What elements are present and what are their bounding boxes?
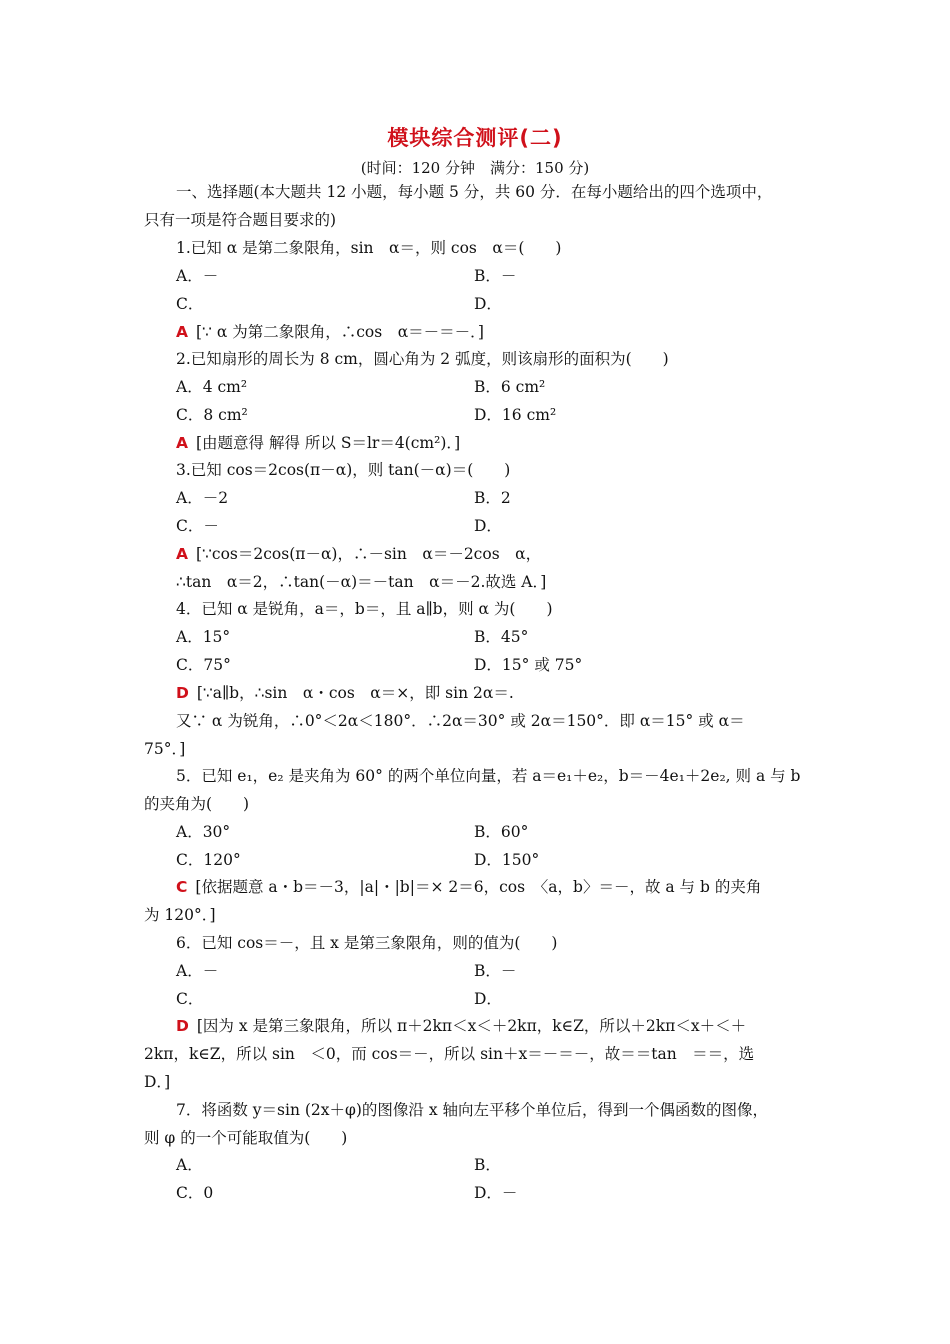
q1-explanation: [∵ α 为第二象限角，∴cos α＝－＝－．] (196, 323, 484, 341)
q2-answer: A (176, 434, 188, 452)
q4-option-d: D．15° 或 75° (474, 656, 583, 674)
q6-option-c: C． (176, 990, 204, 1008)
q5-explanation-line-2: 为 120°．] (144, 906, 216, 924)
q3-answer: A (176, 545, 188, 563)
q5-solution (176, 876, 761, 898)
q3-explanation-line-2: ∴tan α＝2，∴tan(－α)＝－tan α＝－2.故选 A．] (176, 573, 547, 591)
q6-solution (176, 1015, 746, 1037)
q3-option-c: C．－ (176, 517, 219, 535)
q4-option-a: A．15° (176, 628, 231, 646)
q2-option-b: B．6 cm² (474, 378, 546, 396)
q3-explanation: [∵cos＝2cos(π－α)，∴－sin α＝－2cos α， (196, 545, 542, 563)
q7-option-d: D．－ (474, 1184, 518, 1202)
q7-option-b: B． (474, 1156, 501, 1174)
q6-explanation: [因为 x 是第三象限角，所以 π＋2kπ＜x＜＋2kπ，k∈Z，所以＋2kπ＜x＋＜＋ (196, 1017, 747, 1035)
q7-stem: 7．将函数 y＝sin (2x＋φ)的图像沿 x 轴向左平移个单位后，得到一个偶函数的图像， (176, 1101, 769, 1119)
q5-stem-line-2: 的夹角为( ) (144, 795, 250, 813)
q7-option-c: C．0 (176, 1184, 214, 1202)
section-intro-line-1: 一、选择题(本大题共 12 小题，每小题 5 分，共 60 分．在每小题给出的四个选项中， (176, 183, 773, 201)
q7-option-a: A． (176, 1156, 203, 1174)
q3-option-a: A．－2 (176, 489, 229, 507)
q2-stem: 2.已知扇形的周长为 8 cm，圆心角为 2 弧度，则该扇形的面积为( ) (176, 350, 669, 368)
q4-explanation-line-3: 75°．] (144, 740, 186, 758)
q4-option-b: B．45° (474, 628, 529, 646)
section-intro-line-2: 只有一项是符合题目要求的) (144, 211, 337, 229)
q4-solution (176, 682, 514, 704)
q4-explanation-line-2: 又∵ α 为锐角，∴0°＜2α＜180°．∴2α＝30° 或 2α＝150°．即 α＝15° 或 α＝ (176, 712, 745, 730)
q1-answer: A (176, 323, 188, 341)
exam-info: (时间：120 分钟 满分：150 分) (360, 159, 590, 177)
q1-stem: 1.已知 α 是第二象限角，sin α＝，则 cos α＝( ) (176, 239, 562, 257)
q4-stem: 4．已知 α 是锐角，a＝，b＝，且 a∥b，则 α 为( ) (176, 600, 553, 618)
q5-option-c: C．120° (176, 851, 241, 869)
q6-explanation-line-3: D．] (144, 1073, 171, 1091)
q1-solution (176, 321, 484, 343)
q4-explanation: [∵a∥b，∴sin α・cos α＝×，即 sin 2α＝. (196, 684, 514, 702)
q5-answer: C (176, 878, 188, 896)
q5-explanation: [依据题意 a・b＝－3，|a|・|b|＝× 2＝6，cos 〈a，b〉＝－，故 a 与 b 的夹角 (195, 878, 762, 896)
q6-option-a: A．－ (176, 962, 219, 980)
q5-option-d: D．150° (474, 851, 540, 869)
q5-stem: 5．已知 e₁，e₂ 是夹角为 60° 的两个单位向量，若 a＝e₁＋e₂，b＝－4e₁＋2e₂, 则 a 与 b (176, 767, 801, 785)
q5-option-a: A．30° (176, 823, 231, 841)
q3-stem: 3.已知 cos＝2cos(π－α)，则 tan(－α)＝( ) (176, 461, 511, 479)
q4-answer: D (176, 684, 189, 702)
q2-option-d: D．16 cm² (474, 406, 557, 424)
q1-option-c: C． (176, 295, 204, 313)
q6-stem: 6．已知 cos＝－，且 x 是第三象限角，则的值为( ) (176, 934, 558, 952)
q4-option-c: C．75° (176, 656, 231, 674)
q6-option-b: B．－ (474, 962, 517, 980)
q2-option-c: C．8 cm² (176, 406, 248, 424)
q6-answer: D (176, 1017, 189, 1035)
q6-option-d: D． (474, 990, 502, 1008)
q1-option-b: B．－ (474, 267, 517, 285)
q2-solution (176, 432, 460, 454)
q1-option-d: D． (474, 295, 502, 313)
q2-explanation: [由题意得 解得 所以 S＝lr＝4(cm²)．] (196, 434, 461, 452)
q7-stem-line-2: 则 φ 的一个可能取值为( ) (144, 1129, 348, 1147)
q3-option-b: B．2 (474, 489, 511, 507)
q3-solution (176, 543, 541, 565)
page-title: 模块综合测评(二) (387, 126, 563, 150)
q1-option-a: A．－ (176, 267, 219, 285)
q2-option-a: A．4 cm² (176, 378, 248, 396)
q6-explanation-line-2: 2kπ，k∈Z，所以 sin ＜0，而 cos＝－，所以 sin＋x＝－＝－，故＝＝tan ＝＝，选 (144, 1045, 755, 1063)
q3-option-d: D． (474, 517, 502, 535)
q5-option-b: B．60° (474, 823, 529, 841)
